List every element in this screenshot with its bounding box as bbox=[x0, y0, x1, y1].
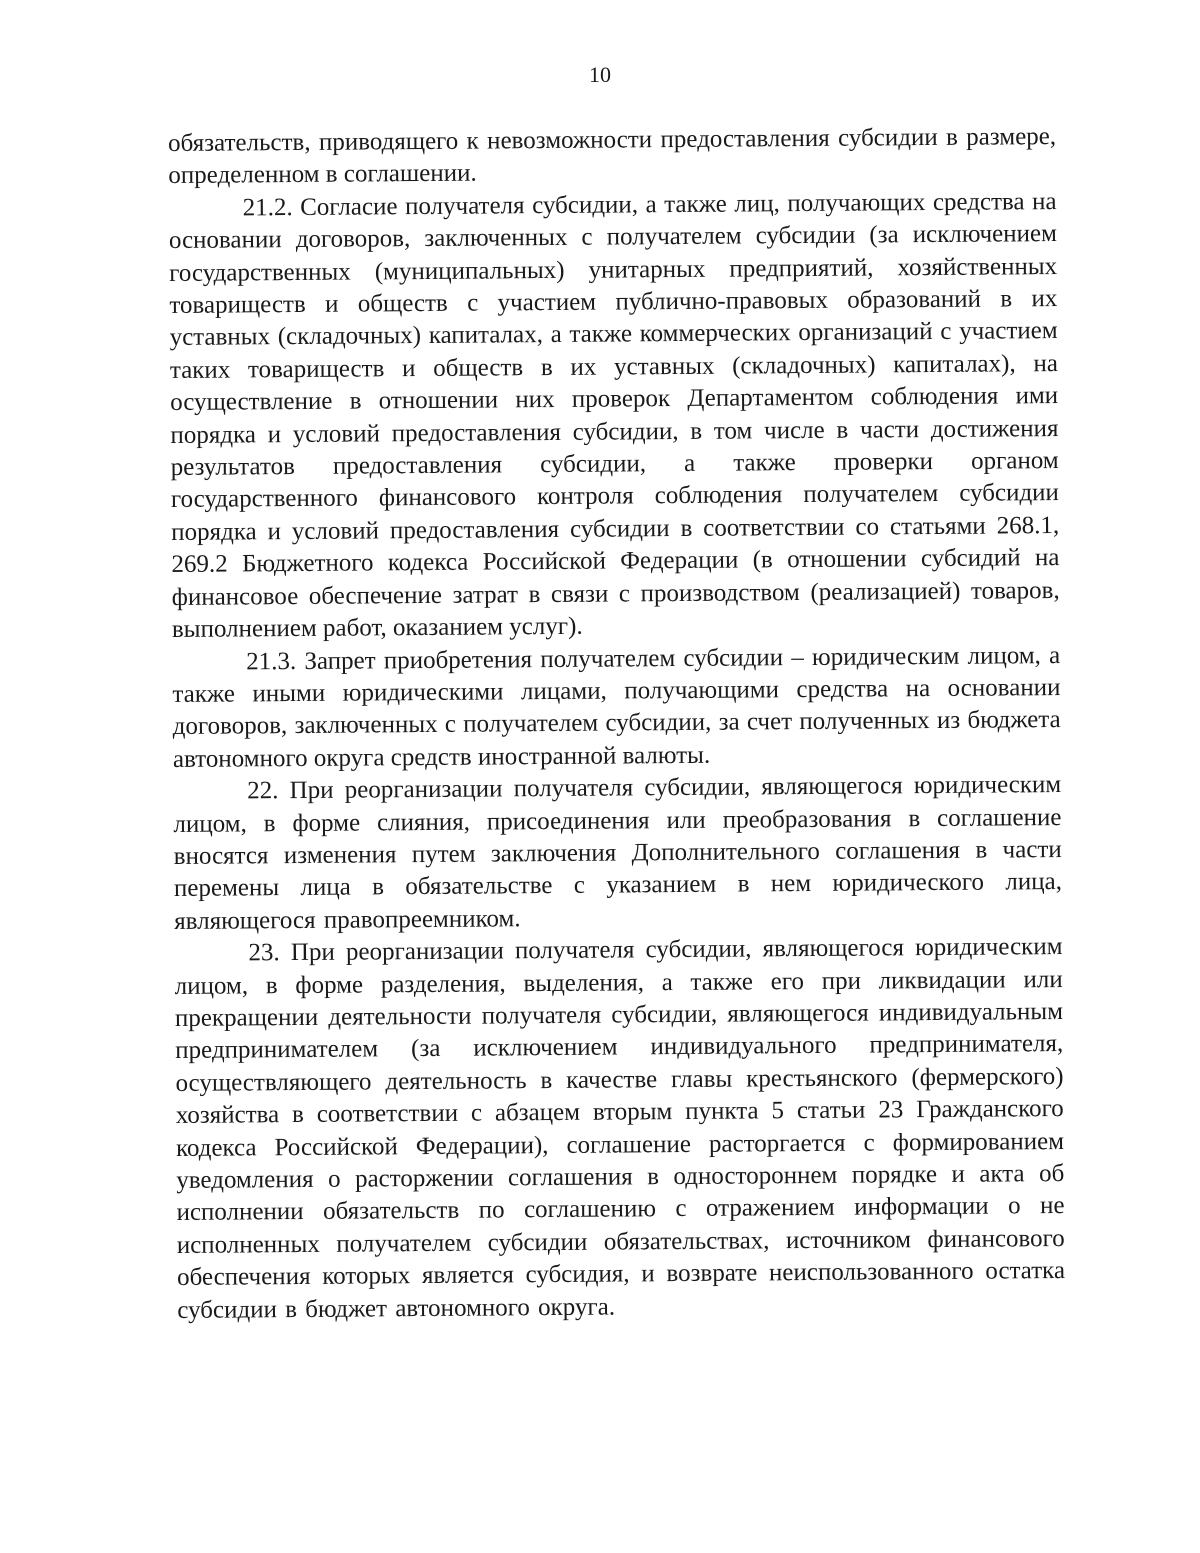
paragraph-21-2: 21.2. Согласие получателя субсидии, а также лиц, получающих средства на основании договоров, заключенных с получателем субсидии (за исключением государственных (муниципальных) унитарных предприятий, хозяйственных товариществ и обществ с участием публично-правовых образований в их уставных (складочных) капиталах, а также коммерческих организаций с участием таких товариществ и обществ в их уставных (складочных) капиталах), на осуществление в отношении них проверок Департаментом соблюдения ими порядка и условий предоставления субсидии, в том числе в части достижения результатов предоставления субсидии, а также проверки органом государственного финансового контроля соблюдения получателем субсидии порядка и условий предоставления субсидии в соответствии со статьями 268.1, 269.2 Бюджетного кодекса Российской Федерации (в отношении субсидий на финансовое обеспечение затрат в связи с производством (реализацией) товаров, выполнением работ, оказанием услуг). bbox=[168, 187, 1060, 644]
paragraph-21-3: 21.3. Запрет приобретения получателем субсидии – юридическим лицом, а также иными юридическими лицами, получающими средства на основании договоров, заключенных с получателем субсидии, за счет полученных из бюджета автономного округа средств иностранной валюты. bbox=[172, 641, 1061, 773]
paragraph-22: 22. При реорганизации получателя субсидии, являющегося юридическим лицом, в форме слияния, присоединения или преобразования в соглашение вносятся изменения путем заключения Дополнительного соглашения в части перемены лица в обязательстве с указанием в нем юридического лица, являющегося правопреемником. bbox=[173, 771, 1063, 935]
page-number: 10 bbox=[589, 62, 611, 87]
document-body bbox=[168, 121, 1065, 1327]
paragraph-continuation: обязательств, приводящего к невозможности предоставления субсидии в размере, определенном в соглашении. bbox=[168, 123, 1057, 190]
paragraph-23: 23. При реорганизации получателя субсидии, являющегося юридическим лицом, в форме разделения, выделения, а также его при ликвидации или прекращении деятельности получателя субсидии, являющегося индивидуальным предпринимателем (за исключением индивидуального предпринимателя, осуществляющего деятельность в качестве главы крестьянского (фермерского) хозяйства в соответствии с абзацем вторым пункта 5 статьи 23 Гражданского кодекса Российской Федерации), соглашение расторгается с формированием уведомления о расторжении соглашения в одностороннем порядке и акта об исполнении обязательств по соглашению с отражением информации о не исполненных получателем субсидии обязательствах, источником финансового обеспечения которых является субсидия, и возврате неиспользованного остатка субсидии в бюджет автономного округа. bbox=[174, 933, 1066, 1324]
